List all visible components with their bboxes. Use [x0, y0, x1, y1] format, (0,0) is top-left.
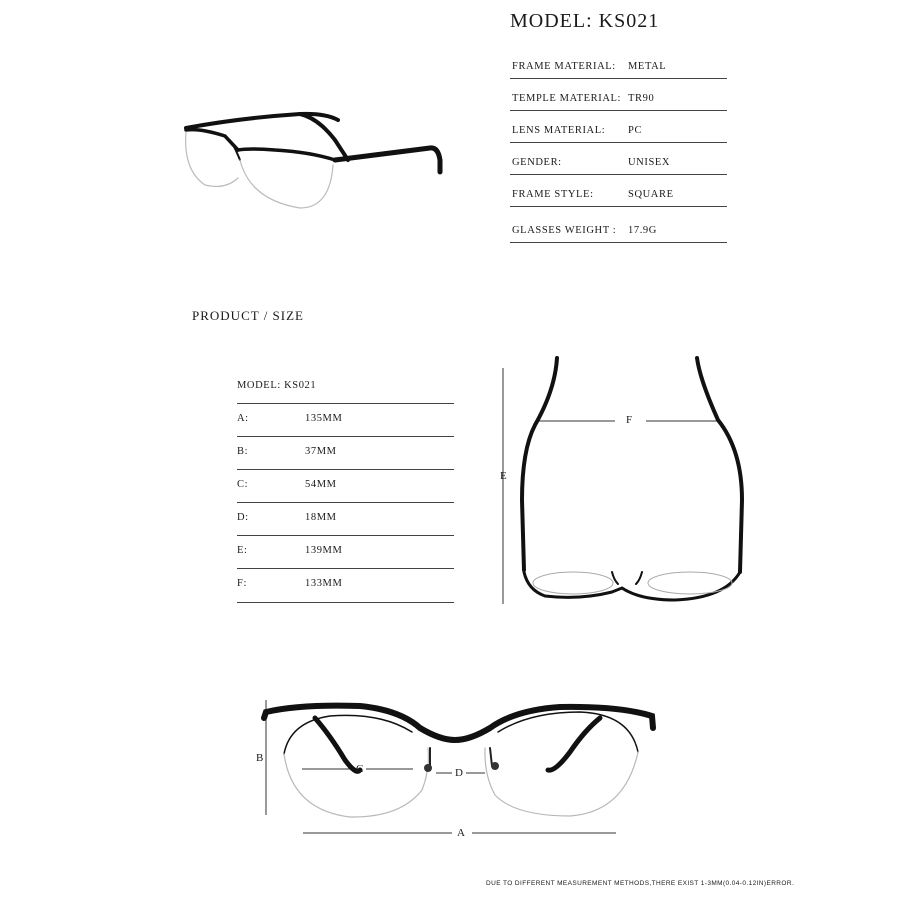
model-title: MODEL: KS021 [510, 10, 660, 32]
size-key: C: [237, 479, 249, 490]
size-value: 135MM [305, 413, 343, 424]
size-row-c [237, 469, 454, 503]
dimension-label-d: D [455, 767, 463, 779]
spec-key: GENDER: [512, 157, 562, 168]
spec-row-lens-material [510, 110, 727, 143]
size-key: F: [237, 578, 247, 589]
size-value: 139MM [305, 545, 343, 556]
size-row-e [237, 535, 454, 569]
spec-value: PC [628, 125, 643, 136]
size-key: A: [237, 413, 249, 424]
measurement-disclaimer: DUE TO DIFFERENT MEASUREMENT METHODS,THERE EXIST 1-3MM(0.04-0.12IN)ERROR. [486, 880, 795, 887]
dimension-label-a: A [457, 827, 465, 839]
spec-row-gender [510, 142, 727, 175]
size-key: E: [237, 545, 248, 556]
size-value: 18MM [305, 512, 337, 523]
size-row-b [237, 436, 454, 470]
spec-value: METAL [628, 61, 667, 72]
spec-value: UNISEX [628, 157, 671, 168]
size-key: B: [237, 446, 249, 457]
size-value: 37MM [305, 446, 337, 457]
size-value: 133MM [305, 578, 343, 589]
spec-row-frame-material [510, 46, 727, 79]
size-row-a [237, 403, 454, 437]
spec-value: TR90 [628, 93, 655, 104]
dimension-label-b: B [256, 752, 264, 764]
spec-value: 17.9G [628, 225, 657, 236]
spec-row-temple-material [510, 78, 727, 111]
spec-row-glasses-weight [510, 210, 727, 243]
spec-key: GLASSES WEIGHT : [512, 225, 617, 236]
size-table-model: MODEL: KS021 [237, 380, 317, 391]
size-row-f [237, 568, 454, 603]
spec-row-frame-style [510, 174, 727, 207]
size-row-d [237, 502, 454, 536]
spec-key: FRAME MATERIAL: [512, 61, 616, 72]
size-value: 54MM [305, 479, 337, 490]
dimension-label-f: F [626, 414, 633, 426]
dimension-label-c: C [356, 763, 364, 775]
section-title: PRODUCT / SIZE [192, 308, 304, 323]
spec-key: LENS MATERIAL: [512, 125, 606, 136]
spec-key: FRAME STYLE: [512, 189, 594, 200]
spec-value: SQUARE [628, 189, 674, 200]
size-key: D: [237, 512, 249, 523]
dimension-label-e: E [500, 470, 507, 482]
spec-key: TEMPLE MATERIAL: [512, 93, 622, 104]
